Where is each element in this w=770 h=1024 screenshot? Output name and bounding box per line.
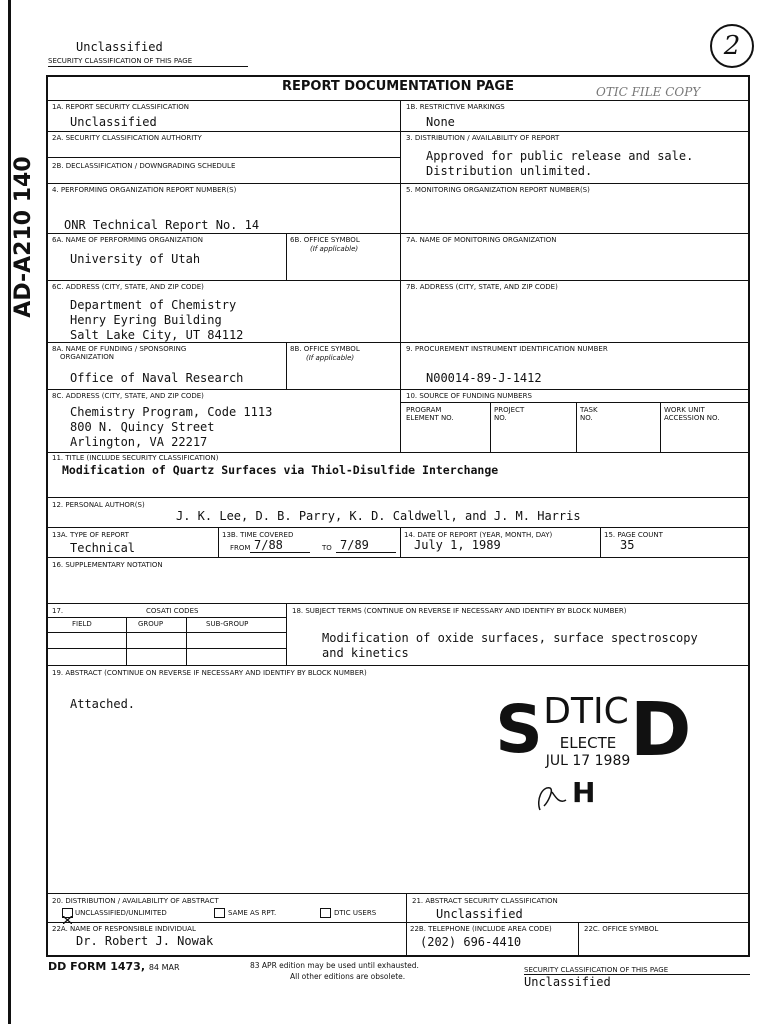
f17-group: GROUP [138,620,164,628]
rule-10-c2 [576,402,577,452]
f10-label: 10. SOURCE OF FUNDING NUMBERS [406,392,532,400]
rule-17c [46,648,286,649]
rule-2a [46,157,400,158]
f14-label: 14. DATE OF REPORT (YEAR, MONTH, DAY) [404,531,553,539]
f21-value: Unclassified [436,907,523,921]
f3-value-2: Distribution unlimited. [426,164,593,178]
handwritten-note: OTIC FILE COPY [596,85,701,99]
f18-line2: and kinetics [322,646,409,660]
side-accession-number: AD-A210 140 [11,156,36,318]
rule-1 [46,131,750,132]
title-rule [46,100,750,101]
f10-col3-l1: TASK [580,406,598,414]
f20-label: 20. DISTRIBUTION / AVAILABILITY OF ABSTRACT [52,897,219,905]
f22b-label: 22B. TELEPHONE (INCLUDE AREA CODE) [410,925,552,933]
f12-label: 12. PERSONAL AUTHOR(S) [52,501,145,509]
rule-6c [46,342,750,343]
rule-12 [46,527,750,528]
f1a-value: Unclassified [70,115,157,129]
f8b-sublabel: (If applicable) [306,354,355,362]
f6b-label: 6B. OFFICE SYMBOL [290,236,360,244]
f1a-label: 1A. REPORT SECURITY CLASSIFICATION [52,103,190,111]
f3-value-1: Approved for public release and sale. [426,149,694,163]
f13b-to-label: TO [322,544,332,552]
f13b-from-label: FROM [230,544,251,552]
stamp-handwritten-h: H [572,776,596,809]
rule-2 [46,183,750,184]
main-column-divider [400,100,401,452]
f9-value: N00014-89-J-1412 [426,371,542,385]
f15-label: 15. PAGE COUNT [604,531,663,539]
f13a-label: 13A. TYPE OF REPORT [52,531,129,539]
f17-field: FIELD [72,620,92,628]
rule-22c-left [578,922,579,955]
security-top: Unclassified [76,40,163,54]
f16-label: 16. SUPPLEMENTARY NOTATION [52,561,163,569]
form-title: REPORT DOCUMENTATION PAGE [282,79,514,94]
stamp-dtic: DTIC [543,691,629,732]
f8c-line3: Arlington, VA 22217 [70,435,208,449]
f10-col2-l1: PROJECT [494,406,525,414]
rule-10 [400,402,750,403]
f17-cosati: COSATI CODES [146,607,199,615]
f8c-line2: 800 N. Quincy Street [70,420,215,434]
f8c-label: 8C. ADDRESS (CITY, STATE, AND ZIP CODE) [52,392,204,400]
f8b-label: 8B. OFFICE SYMBOL [290,345,360,353]
f10-col1-l1: PROGRAM [406,406,442,414]
rule-17-c1 [126,617,127,665]
f22b-value: (202) 696-4410 [420,935,522,949]
f2a-label: 2A. SECURITY CLASSIFICATION AUTHORITY [52,134,202,142]
f6b-sublabel: (If applicable) [310,245,359,253]
f12-value: J. K. Lee, D. B. Parry, K. D. Caldwell, and J. M. Harris [176,509,581,523]
f4-value: ONR Technical Report No. 14 [64,218,260,232]
f13a-value: Technical [70,541,136,555]
footer-note-2: All other editions are obsolete. [290,972,406,981]
f5-label: 5. MONITORING ORGANIZATION REPORT NUMBER(S) [406,186,590,194]
f15-value: 35 [620,538,635,552]
f7b-label: 7B. ADDRESS (CITY, STATE, AND ZIP CODE) [406,283,558,291]
form-number: DD FORM 1473, 84 MAR [48,960,180,973]
f6c-label: 6C. ADDRESS (CITY, STATE, AND ZIP CODE) [52,283,204,291]
rule-14-left [400,527,401,557]
f6a-value: University of Utah [70,252,201,266]
page-edge [8,0,11,1024]
f11-value: Modification of Quartz Surfaces via Thiol-Disulfide Interchange [62,463,499,477]
rule-6 [46,280,750,281]
frame-right [748,75,750,957]
stamp-date: JUL 17 1989 [545,753,631,769]
f19-value: Attached. [70,697,136,711]
f20-opt2: SAME AS RPT. [228,909,277,917]
f6c-line1: Department of Chemistry [70,298,237,312]
f2b-label: 2B. DECLASSIFICATION / DOWNGRADING SCHEDULE [52,162,236,170]
rule-17 [46,665,750,666]
f20-checkbox-same[interactable] [214,908,225,918]
f4-label: 4. PERFORMING ORGANIZATION REPORT NUMBER(S) [52,186,237,194]
f20-opt1: UNCLASSIFIED/UNLIMITED [75,909,167,917]
rule-13b-left [218,527,219,557]
f3-label: 3. DISTRIBUTION / AVAILABILITY OF REPORT [406,134,560,142]
rule-20 [46,922,750,923]
rule-13b-to [336,552,396,553]
f10-col4-l1: WORK UNIT [664,406,705,414]
f17-subgroup: SUB-GROUP [206,620,249,628]
f6a-label: 6A. NAME OF PERFORMING ORGANIZATION [52,236,203,244]
stamp-electe: ELECTE [559,734,617,752]
f20-opt3: DTIC USERS [334,909,377,917]
rule-13 [46,557,750,558]
frame-bottom [46,955,750,957]
stamp-letter-s: S [495,691,543,768]
f19-label: 19. ABSTRACT (CONTINUE ON REVERSE IF NECESSARY AND IDENTIFY BY BLOCK NUMBER) [52,669,367,677]
f22a-value: Dr. Robert J. Nowak [76,934,214,948]
f22c-label: 22C. OFFICE SYMBOL [584,925,659,933]
f10-col3-l2: NO. [580,414,593,422]
f20-checkbox-unclassified[interactable] [62,908,73,918]
rule-6b-left [286,233,287,280]
frame-left [46,75,48,957]
f11-label: 11. TITLE (INCLUDE SECURITY CLASSIFICATION) [52,454,219,462]
footer-note-1: 83 APR edition may be used until exhausted. [250,961,419,970]
f8a-label-1: 8A. NAME OF FUNDING / SPONSORING [52,345,187,353]
f22a-label: 22A. NAME OF RESPONSIBLE INDIVIDUAL [52,925,196,933]
rule-8b-left [286,342,287,389]
f9-label: 9. PROCUREMENT INSTRUMENT IDENTIFICATION NUMBER [406,345,608,353]
rule-8c [46,452,750,453]
f13b-label: 13B. TIME COVERED [222,531,294,539]
footer-security-label: SECURITY CLASSIFICATION OF THIS PAGE [524,966,669,974]
f7a-label: 7A. NAME OF MONITORING ORGANIZATION [406,236,557,244]
f6c-line3: Salt Lake City, UT 84112 [70,328,244,342]
f8a-value: Office of Naval Research [70,371,244,385]
f1b-label: 1B. RESTRICTIVE MARKINGS [406,103,505,111]
rule-17b [46,632,286,633]
rule-21-left [406,893,407,955]
rule-13b-from [250,552,310,553]
rule-17-c2 [186,617,187,665]
circled-number: 2 [710,24,754,68]
rule-11 [46,497,750,498]
f17-label: 17. [52,607,64,615]
rule-18-left [286,603,287,665]
stamp-letter-d: D [630,687,692,773]
security-top-underline [48,66,248,67]
f10-col4-l2: ACCESSION NO. [664,414,720,422]
f18-label: 18. SUBJECT TERMS (CONTINUE ON REVERSE IF NECESSARY AND IDENTIFY BY BLOCK NUMBER) [292,607,627,615]
f10-col1-l2: ELEMENT NO. [406,414,454,422]
f14-value: July 1, 1989 [414,538,501,552]
rule-8 [46,389,750,390]
f1b-value: None [426,115,455,129]
f6c-line2: Henry Eyring Building [70,313,222,327]
rule-15-left [600,527,601,557]
rule-16 [46,603,750,604]
f18-line1: Modification of oxide surfaces, surface spectroscopy [322,631,698,645]
f13b-to: 7/89 [340,538,369,552]
rule-4 [46,233,750,234]
rule-10-c3 [660,402,661,452]
rule-19 [46,893,750,894]
f8a-label-2: ORGANIZATION [60,353,115,361]
f8c-line1: Chemistry Program, Code 1113 [70,405,273,419]
security-top-label: SECURITY CLASSIFICATION OF THIS PAGE [48,57,193,65]
stamp-initials-mark [532,780,572,816]
footer-security-value: Unclassified [524,975,611,989]
f13b-from: 7/88 [254,538,283,552]
rule-10-c1 [490,402,491,452]
f20-checkbox-dtic[interactable] [320,908,331,918]
f10-col2-l2: NO. [494,414,507,422]
rule-17a [46,617,286,618]
f21-label: 21. ABSTRACT SECURITY CLASSIFICATION [412,897,558,905]
